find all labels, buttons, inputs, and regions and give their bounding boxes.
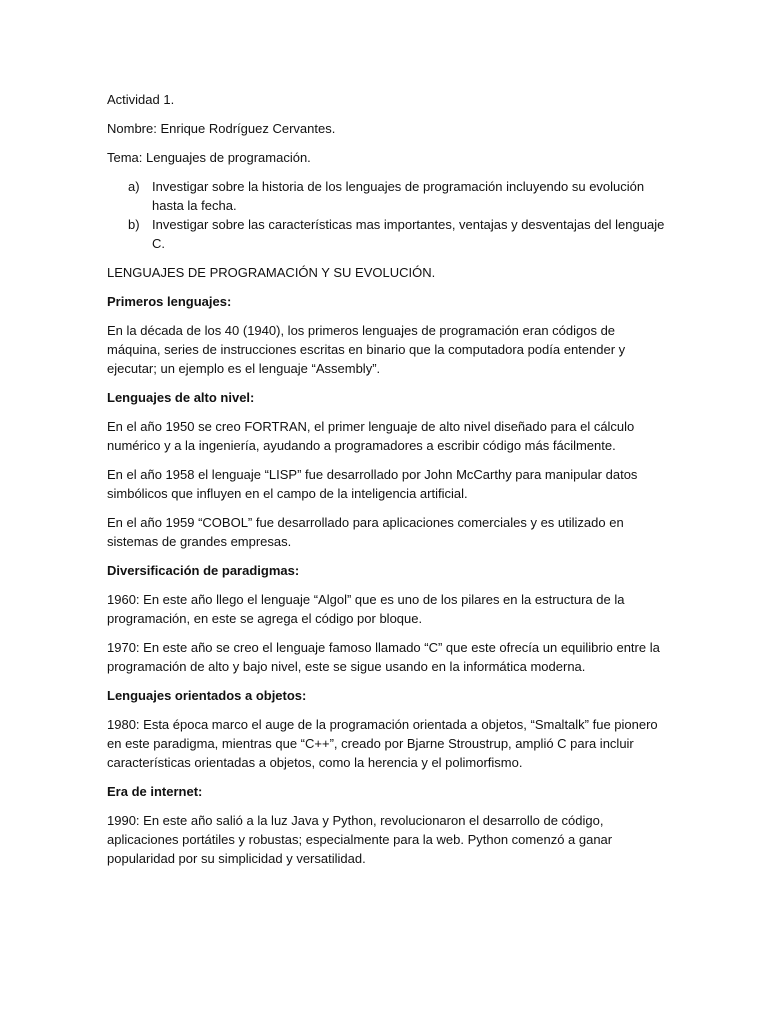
- section-heading: Lenguajes orientados a objetos:: [107, 688, 307, 703]
- section-paragraph: 1960: En este año llego el lenguaje “Algol” que es uno de los pilares en la estructura de la programación, en este se agrega el código por bloque.: [107, 592, 625, 626]
- section-paragraph: 1990: En este año salió a la luz Java y Python, revolucionaron el desarrollo de código, aplicaciones portátiles y robustas; especialmente para la web. Python comenzó a ganar popularidad por su simplicidad y versatilidad.: [107, 813, 613, 866]
- section-paragraph: En el año 1958 el lenguaje “LISP” fue desarrollado por John McCarthy para manipular datos simbólicos que influyen en el campo de la inteligencia artificial.: [107, 467, 638, 501]
- topic-line: Tema: Lenguajes de programación.: [107, 150, 311, 165]
- section-paragraph: En el año 1959 “COBOL” fue desarrollado para aplicaciones comerciales y es utilizado en sistemas de grandes empresas.: [107, 515, 624, 549]
- section-paragraph: En la década de los 40 (1940), los primeros lenguajes de programación eran códigos de máquina, series de instrucciones escritas en binario que la computadora podía entender y ejecutar; un ejemplo es el lenguaje “Assembly”.: [107, 323, 626, 376]
- task-list: [107, 177, 668, 253]
- student-name-line: Nombre: Enrique Rodríguez Cervantes.: [107, 121, 336, 136]
- section-heading: Era de internet:: [107, 784, 203, 799]
- section-heading: Lenguajes de alto nivel:: [107, 390, 255, 405]
- task-text: Investigar sobre las características mas importantes, ventajas y desventajas del lenguaje C.: [152, 217, 665, 251]
- section-paragraph: 1980: Esta época marco el auge de la programación orientada a objetos, “Smaltalk” fue pionero en este paradigma, mientras que “C++”, creado por Bjarne Stroustrup, amplió C para incluir características orientadas a objetos, como la herencia y el polimorfismo.: [107, 717, 658, 770]
- task-item-b: [107, 215, 668, 253]
- section-heading: Diversificación de paradigmas:: [107, 563, 300, 578]
- section-paragraph: 1970: En este año se creo el lenguaje famoso llamado “C” que este ofrecía un equilibrio entre la programación de alto y bajo nivel, este se sigue usando en la informática moderna.: [107, 640, 660, 674]
- task-marker: a): [128, 179, 140, 194]
- section-heading: Primeros lenguajes:: [107, 294, 232, 309]
- section-paragraph: En el año 1950 se creo FORTRAN, el primer lenguaje de alto nivel diseñado para el cálculo numérico y a la ingeniería, ayudando a programadores a escribir código más fácilmente.: [107, 419, 635, 453]
- main-title: LENGUAJES DE PROGRAMACIÓN Y SU EVOLUCIÓN.: [107, 265, 436, 280]
- task-item-a: [107, 177, 668, 215]
- activity-line: Actividad 1.: [107, 92, 175, 107]
- task-marker: b): [128, 217, 140, 232]
- task-text: Investigar sobre la historia de los lenguajes de programación incluyendo su evolución hasta la fecha.: [152, 179, 645, 213]
